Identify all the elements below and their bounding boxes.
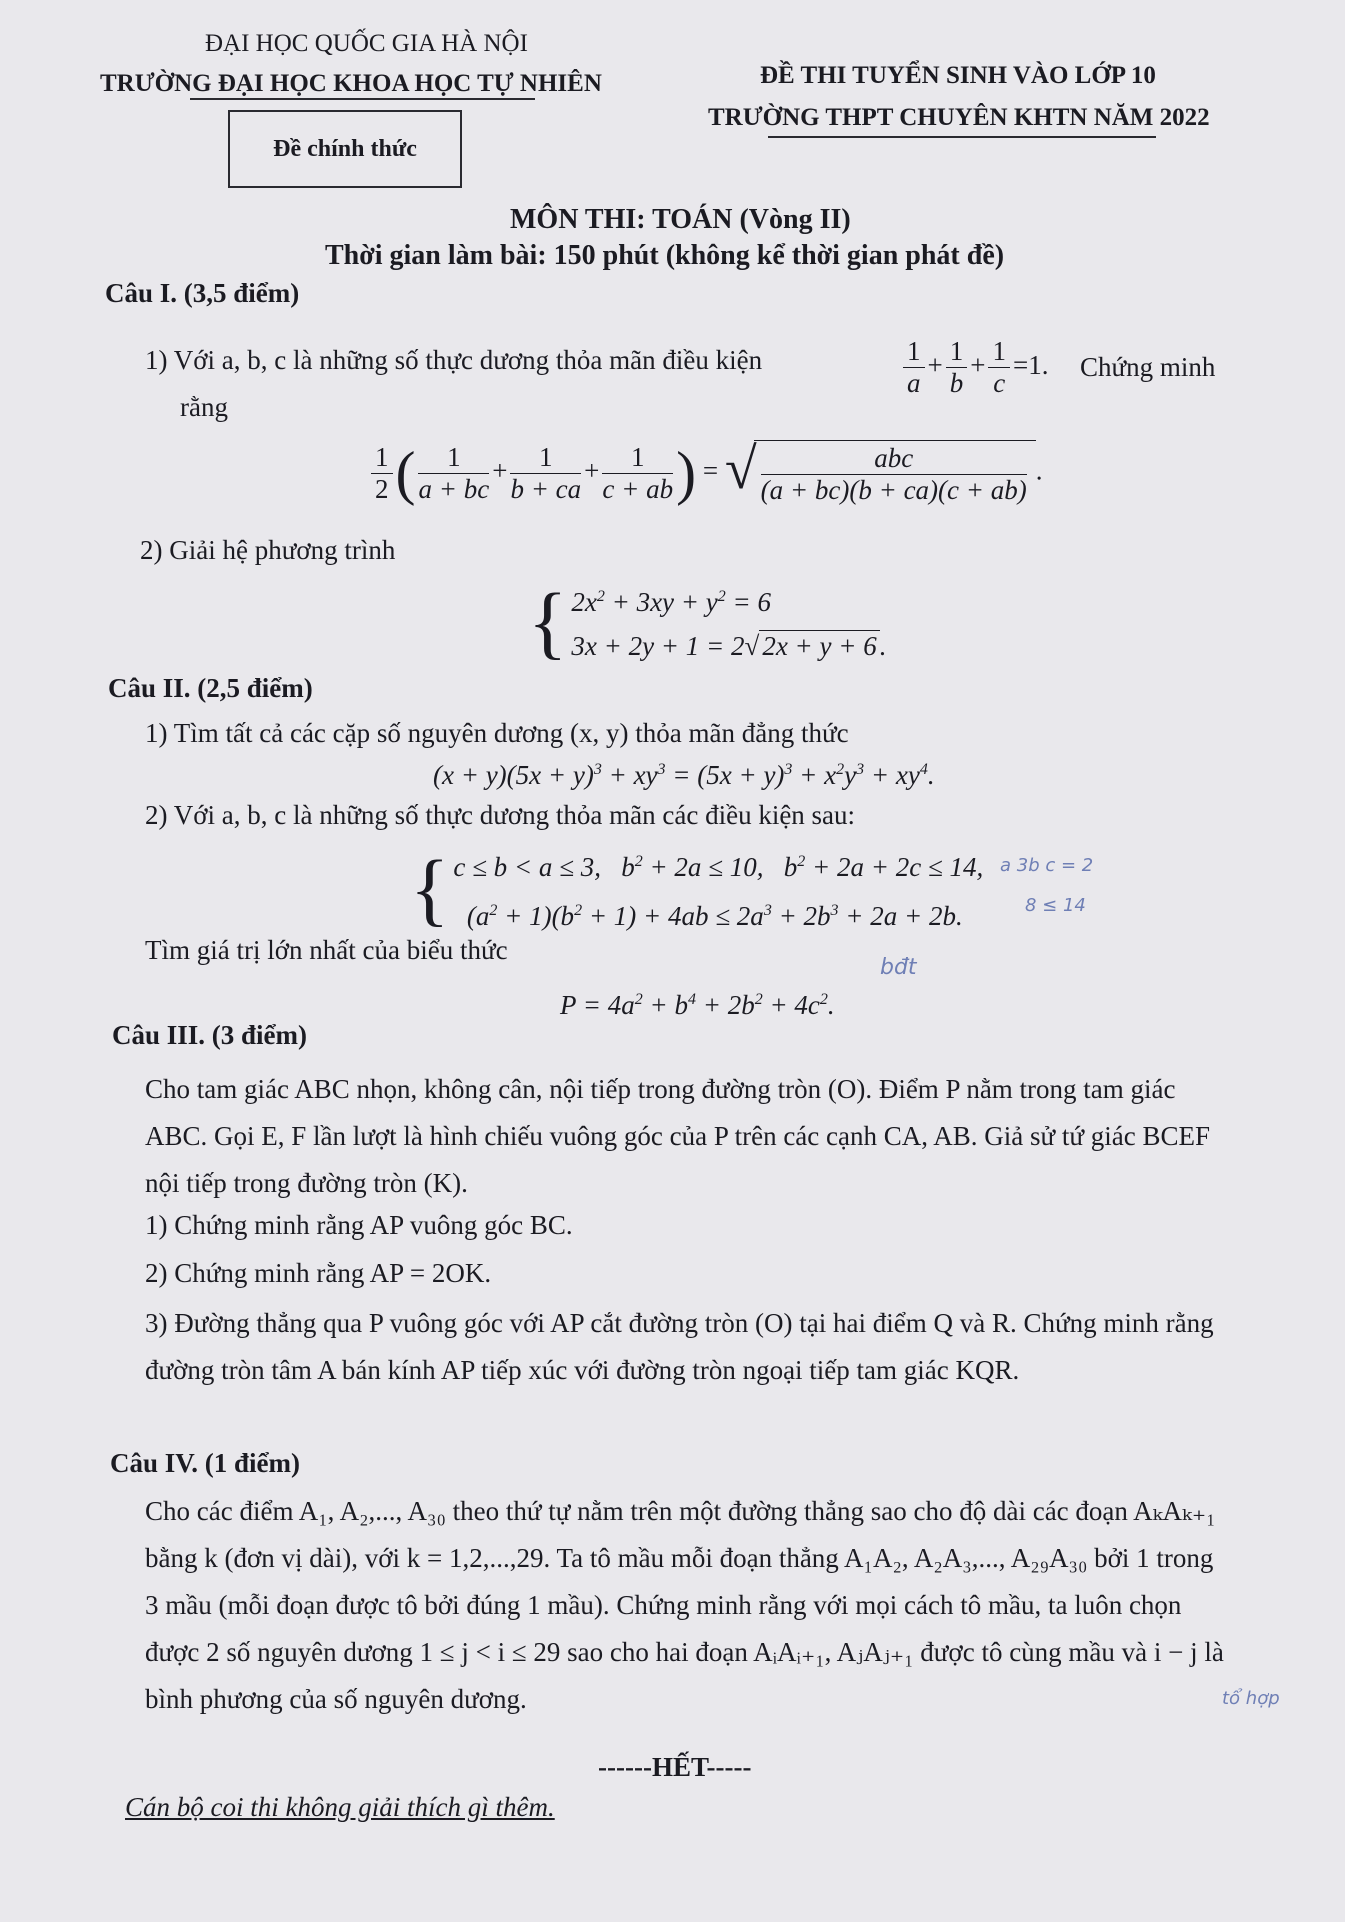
q2-p1-equation: $(x + y)(5x + y)^3 + xy^3 = (5x + y)^3 + x^2y^3 + xy^4$. (433, 760, 935, 790)
q2-p2-expression: $P = 4a^2 + b^4 + 2b^2 + 4c^2$. (560, 990, 835, 1020)
conditions-brace: { (410, 843, 450, 934)
school-name: TRƯỜNG ĐẠI HỌC KHOA HỌC TỰ NHIÊN (100, 70, 602, 97)
q4-body: Cho các điểm A₁, A₂,..., A₃₀ theo thứ tự nằm trên một đường thẳng sao cho độ dài các đoạn AₖAₖ₊₁ bằng k (đơn vị dài), với k = 1,2,...,29. Ta tô mầu mỗi đoạn thẳng A₁A₂, A₂A₃,..., A₂₉A₃₀ bởi 1 trong 3 mầu (mỗi đoạn được tô bởi đúng 1 mầu). Chứng minh rằng với mọi cách tô mầu, ta luôn chọn được 2 số nguyên dương 1 ≤ j < i ≤ 29 sao cho hai đoạn AᵢAᵢ₊₁, AⱼAⱼ₊₁ được tô cùng mầu và i − j là bình phương của số nguyên dương. (145, 1496, 1224, 1714)
q2-title: Câu II. (2,5 điểm) (108, 673, 313, 703)
q2-p2-intro: 2) Với a, b, c là những số thực dương thỏa mãn các điều kiện sau: (145, 800, 856, 830)
q1-title: Câu I. (3,5 điểm) (105, 278, 300, 308)
exam-title: ĐỀ THI TUYỂN SINH VÀO LỚP 10 (760, 62, 1156, 89)
q3-title: Câu III. (3 điểm) (112, 1020, 308, 1050)
exam-school-underline (768, 136, 1156, 138)
handwritten-note-4: tổ hợp (1222, 1688, 1280, 1709)
q3-part1: 1) Chứng minh rằng AP vuông góc BC. (145, 1210, 573, 1240)
q2-p2-ask: Tìm giá trị lớn nhất của biểu thức (145, 935, 508, 965)
end-marker: ------HẾT----- (598, 1752, 752, 1782)
q2-p1-intro: 1) Tìm tất cả các cặp số nguyên dương (x, y) thỏa mãn đẳng thức (145, 718, 849, 748)
system-brace: { (528, 575, 568, 667)
q1-p1-tail: Chứng minh (1080, 352, 1216, 382)
university-name: ĐẠI HỌC QUỐC GIA HÀ NỘI (205, 30, 528, 57)
handwritten-note-3: bđt (880, 955, 917, 980)
handwritten-note-2: 8 ≤ 14 (1025, 895, 1086, 916)
handwritten-note-1: a 3b c = 2 (1000, 855, 1094, 876)
q1-p1-rang: rằng (180, 392, 228, 422)
subject-title: MÔN THI: TOÁN (Vòng II) (510, 204, 851, 235)
q3-intro: Cho tam giác ABC nhọn, không cân, nội tiếp trong đường tròn (O). Điểm P nằm trong tam giác ABC. Gọi E, F lần lượt là hình chiếu vuông góc của P trên các cạnh CA, AB. Giả sử tứ giác BCEF nội tiếp trong đường tròn (K). (145, 1074, 1211, 1198)
q1-p1-condition: $\frac{1}{a}$ + $\frac{1}{b}$ + $\frac{1}{c}$ =1. (900, 336, 1048, 399)
q1-p2-system: { $2x^2 + 3xy + y^2 = 6$ 3x + 2y + 1 = 2√ 2x + y + 6 . (528, 575, 887, 667)
duration: Thời gian làm bài: 150 phút (không kể thời gian phát đề) (325, 240, 1005, 271)
q1-p1-formula: $\frac{1}{2}$ ( $\frac{1}{a + bc}$ + $\frac{1}{b + ca}$ + $\frac{1}{c + ab}$ ) = √ $\frac{\text{abc}}{(a + bc)(b + ca)(c + ab)}$ . (368, 440, 1042, 506)
school-underline (190, 98, 535, 100)
proctor-note: Cán bộ coi thi không giải thích gì thêm. (125, 1792, 555, 1822)
q1-p1-intro: 1) Với a, b, c là những số thực dương thỏa mãn điều kiện (145, 345, 763, 375)
official-label: Đề chính thức (228, 110, 462, 188)
q1-p2-intro: 2) Giải hệ phương trình (140, 535, 396, 565)
q4-title: Câu IV. (1 điểm) (110, 1448, 301, 1478)
q3-part2: 2) Chứng minh rằng AP = 2OK. (145, 1258, 492, 1288)
q2-p2-conditions: { c ≤ b < a ≤ 3, $b^2 + 2a \le 10$, $b^2 + 2a + 2c \le 14$, $(a^2 + 1)(b^2 + 1) + 4ab \le 2a^3 + 2b^3 + 2a + 2b$. (410, 843, 984, 934)
q3-part3: 3) Đường thẳng qua P vuông góc với AP cắt đường tròn (O) tại hai điểm Q và R. Chứng minh rằng đường tròn tâm A bán kính AP tiếp xúc với đường tròn ngoại tiếp tam giác KQR. (145, 1308, 1214, 1385)
exam-school: TRƯỜNG THPT CHUYÊN KHTN NĂM 2022 (708, 104, 1210, 131)
